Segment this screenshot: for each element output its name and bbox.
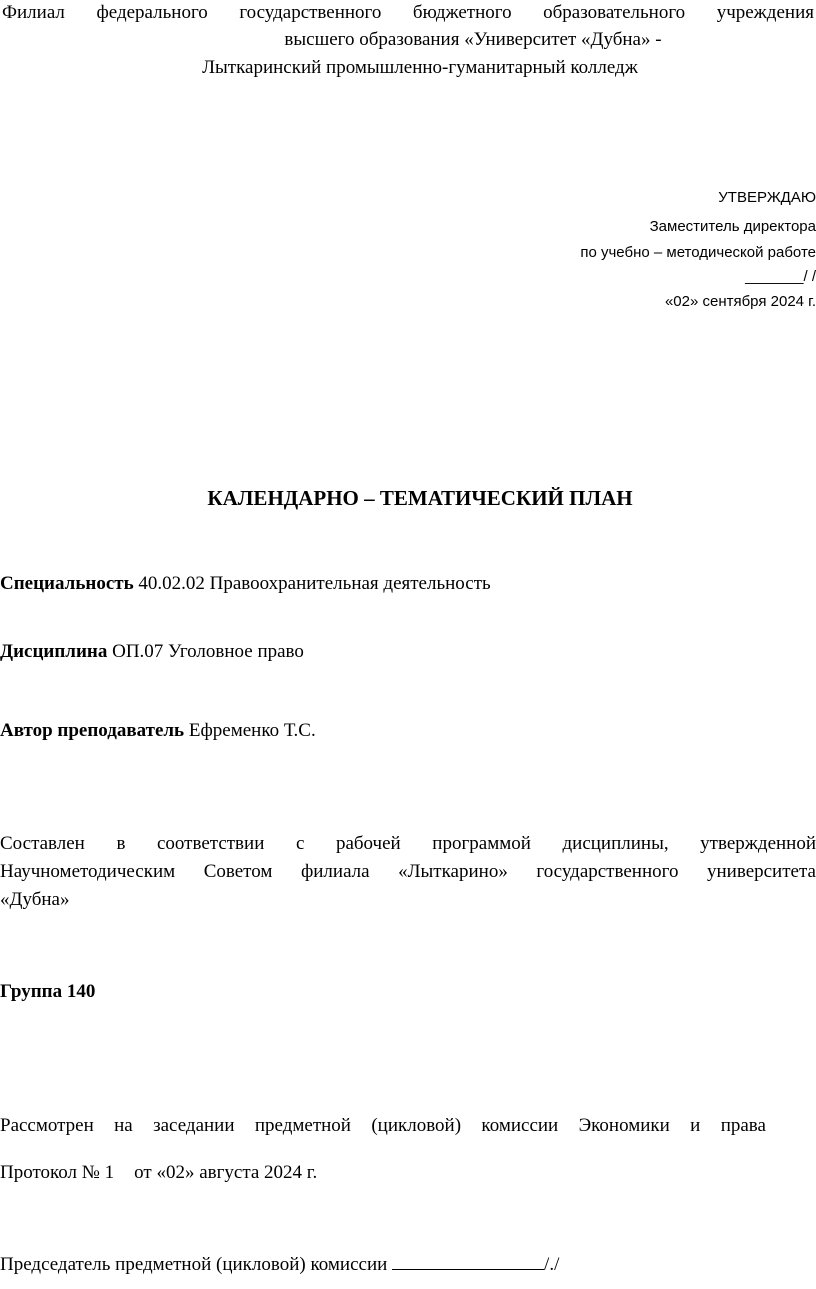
header-word: Филиал xyxy=(2,2,65,23)
discipline-label: Дисциплина xyxy=(0,641,108,662)
chair-signature: /./ xyxy=(544,1254,560,1275)
specialty-label: Специальность xyxy=(0,573,134,594)
protocol-date: от «02» августа 2024 г. xyxy=(134,1162,318,1183)
chair-label: Председатель предметной (цикловой) комиссии xyxy=(0,1254,393,1275)
review-word: (цикловой) xyxy=(371,1115,462,1136)
compiled-word: с xyxy=(295,833,305,854)
compiled-word: Составлен xyxy=(0,833,85,854)
compiled-line-3: «Дубна» xyxy=(0,889,70,910)
header-line-2 xyxy=(0,29,816,51)
compiled-word: соответствии xyxy=(157,833,265,854)
header-line-1 xyxy=(2,2,814,24)
compiled-word: в xyxy=(116,833,126,854)
header-line-3: Лыткаринский промышленно-гуманитарный колледж xyxy=(202,57,638,78)
compiled-word: Советом xyxy=(203,861,273,882)
header-word: образовательного xyxy=(543,2,686,23)
protocol-number: Протокол № 1 xyxy=(0,1162,115,1183)
review-word: предметной xyxy=(254,1115,351,1136)
header-word: государственного xyxy=(239,2,382,23)
specialty-value: 40.02.02 Правоохранительная деятельность xyxy=(133,573,491,594)
header-line-2-text: высшего образования «Университет «Дубна» - xyxy=(284,29,662,50)
discipline-line xyxy=(0,641,304,663)
header-word: учреждения xyxy=(716,2,814,23)
compiled-line-2 xyxy=(0,861,816,883)
review-word: и xyxy=(690,1115,701,1136)
approval-position: Заместитель директора xyxy=(649,218,816,235)
discipline-value: ОП.07 Уголовное право xyxy=(107,641,304,662)
compiled-word: программой xyxy=(432,833,531,854)
author-value: Ефременко Т.С. xyxy=(184,720,316,741)
compiled-word: утвержденной xyxy=(700,833,816,854)
approval-department: по учебно – методической работе xyxy=(580,244,816,261)
review-word: права xyxy=(720,1115,766,1136)
specialty-line xyxy=(0,573,491,595)
review-word: на xyxy=(114,1115,133,1136)
approval-date: «02» сентября 2024 г. xyxy=(664,293,816,310)
protocol-line xyxy=(0,1162,317,1184)
compiled-word: государственного xyxy=(536,861,679,882)
compiled-word: рабочей xyxy=(335,833,401,854)
review-line xyxy=(0,1115,766,1137)
review-word: Экономики xyxy=(578,1115,670,1136)
header-word: бюджетного xyxy=(412,2,512,23)
compiled-line-1 xyxy=(0,833,816,855)
group-label: Группа 140 xyxy=(0,981,96,1002)
document-title: КАЛЕНДАРНО – ТЕМАТИЧЕСКИЙ ПЛАН xyxy=(207,486,633,510)
review-word: заседании xyxy=(153,1115,235,1136)
compiled-word: университета xyxy=(707,861,816,882)
compiled-word: Научнометодическим xyxy=(0,861,176,882)
approval-title: УТВЕРЖДАЮ xyxy=(718,189,816,206)
compiled-word: «Лыткарино» xyxy=(398,861,508,882)
compiled-word: филиала xyxy=(300,861,370,882)
author-line xyxy=(0,720,316,742)
review-word: комиссии xyxy=(481,1115,559,1136)
compiled-word: дисциплины, xyxy=(562,833,669,854)
author-label: Автор преподаватель xyxy=(0,720,185,741)
header-word: федерального xyxy=(96,2,208,23)
signature-underline xyxy=(392,1251,544,1270)
chair-line xyxy=(0,1251,559,1276)
approval-signature: _______/ / xyxy=(745,268,816,285)
review-word: Рассмотрен xyxy=(0,1115,94,1136)
